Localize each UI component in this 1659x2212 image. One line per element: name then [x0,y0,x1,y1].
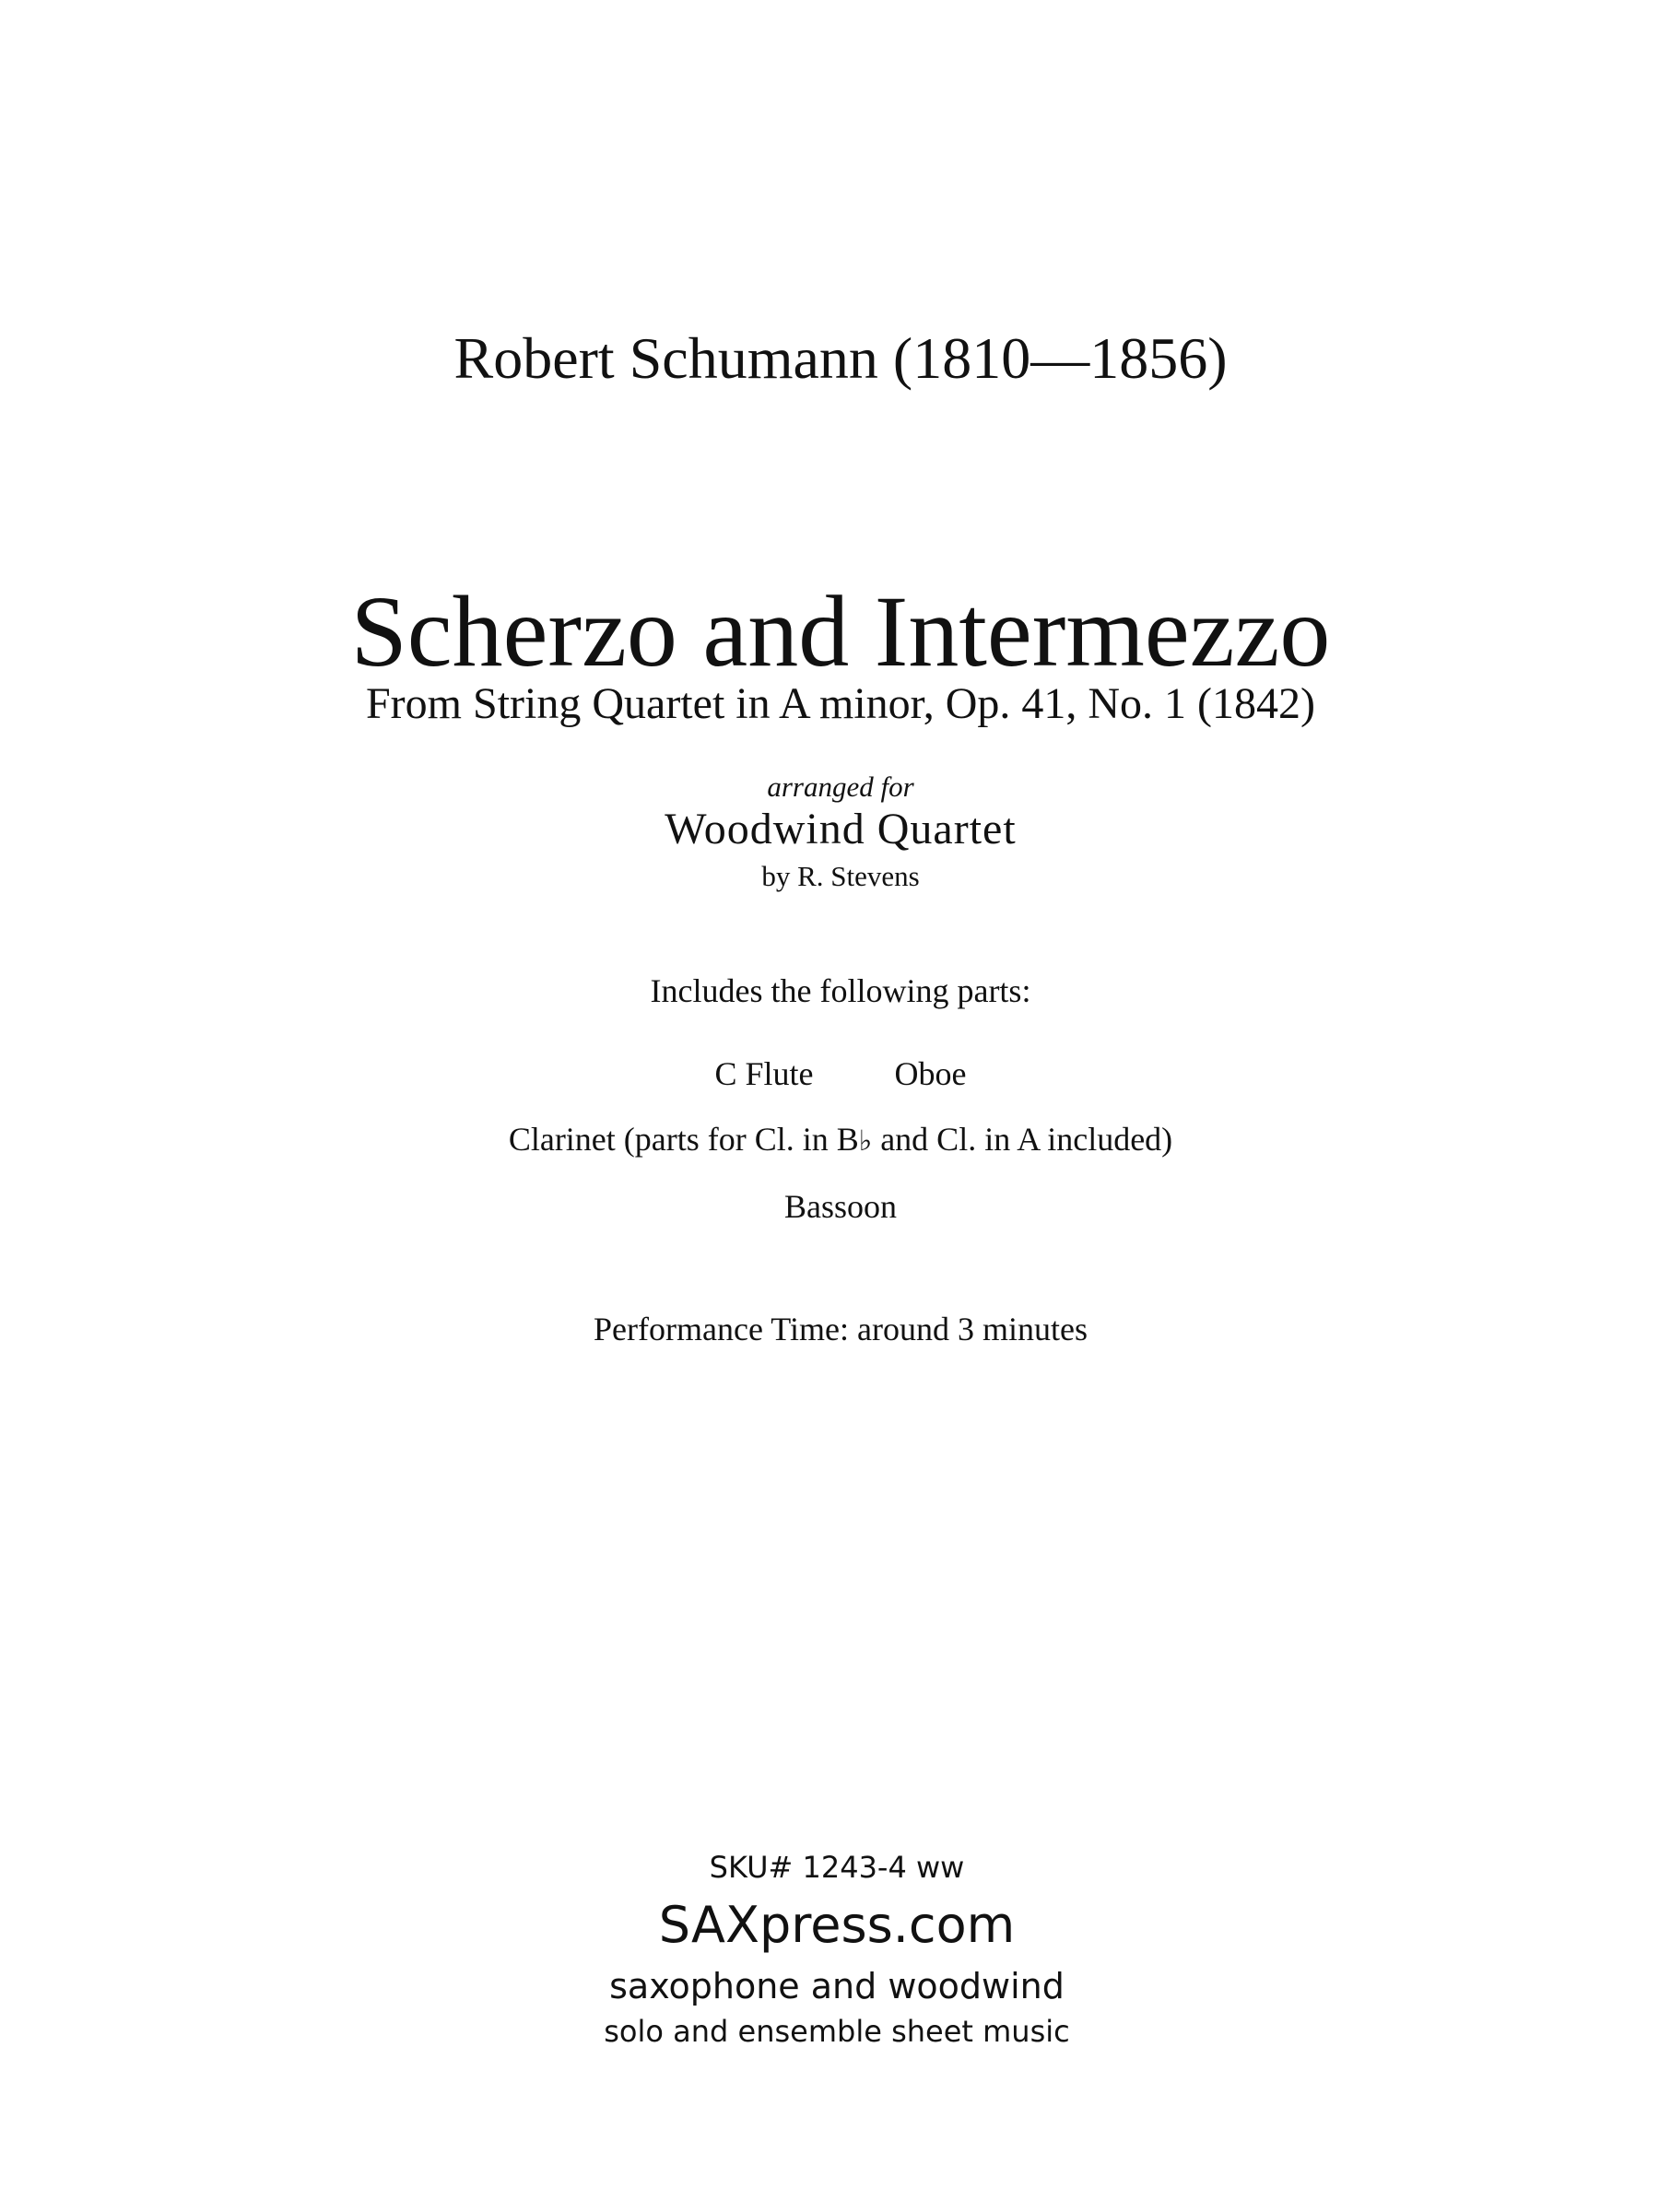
composer-name: Robert Schumann (1810—1856) [453,325,1228,391]
arranger-credit: by R. Stevens [761,860,920,892]
arranged-for-label: arranged for [767,771,914,803]
publisher-tagline: saxophone and woodwind [609,1966,1065,2006]
sku-number: SKU# 1243-4 ww [709,1850,965,1885]
parts-heading: Includes the following parts: [650,972,1031,1009]
publisher-tagline-secondary: solo and ensemble sheet music [604,2014,1070,2049]
clarinet-text-end: and Cl. in A included) [872,1121,1173,1158]
part-oboe: Oboe [894,1055,967,1092]
piece-subtitle: From String Quartet in A minor, Op. 41, No. 1 (1842) [365,679,1316,728]
piece-title: Scherzo and Intermezzo [350,575,1331,688]
part-clarinet [11,1123,1659,1156]
parts-row-flute-oboe [11,1057,1659,1090]
flat-sign: ♭ [858,1125,873,1157]
ensemble-name: Woodwind Quartet [665,805,1017,853]
performance-time: Performance Time: around 3 minutes [594,1311,1088,1347]
part-bassoon: Bassoon [783,1188,897,1225]
clarinet-text-start: Clarinet (parts for Cl. in B [508,1121,859,1158]
publisher-website: SAXpress.com [658,1896,1016,1954]
part-flute: C Flute [714,1055,814,1092]
